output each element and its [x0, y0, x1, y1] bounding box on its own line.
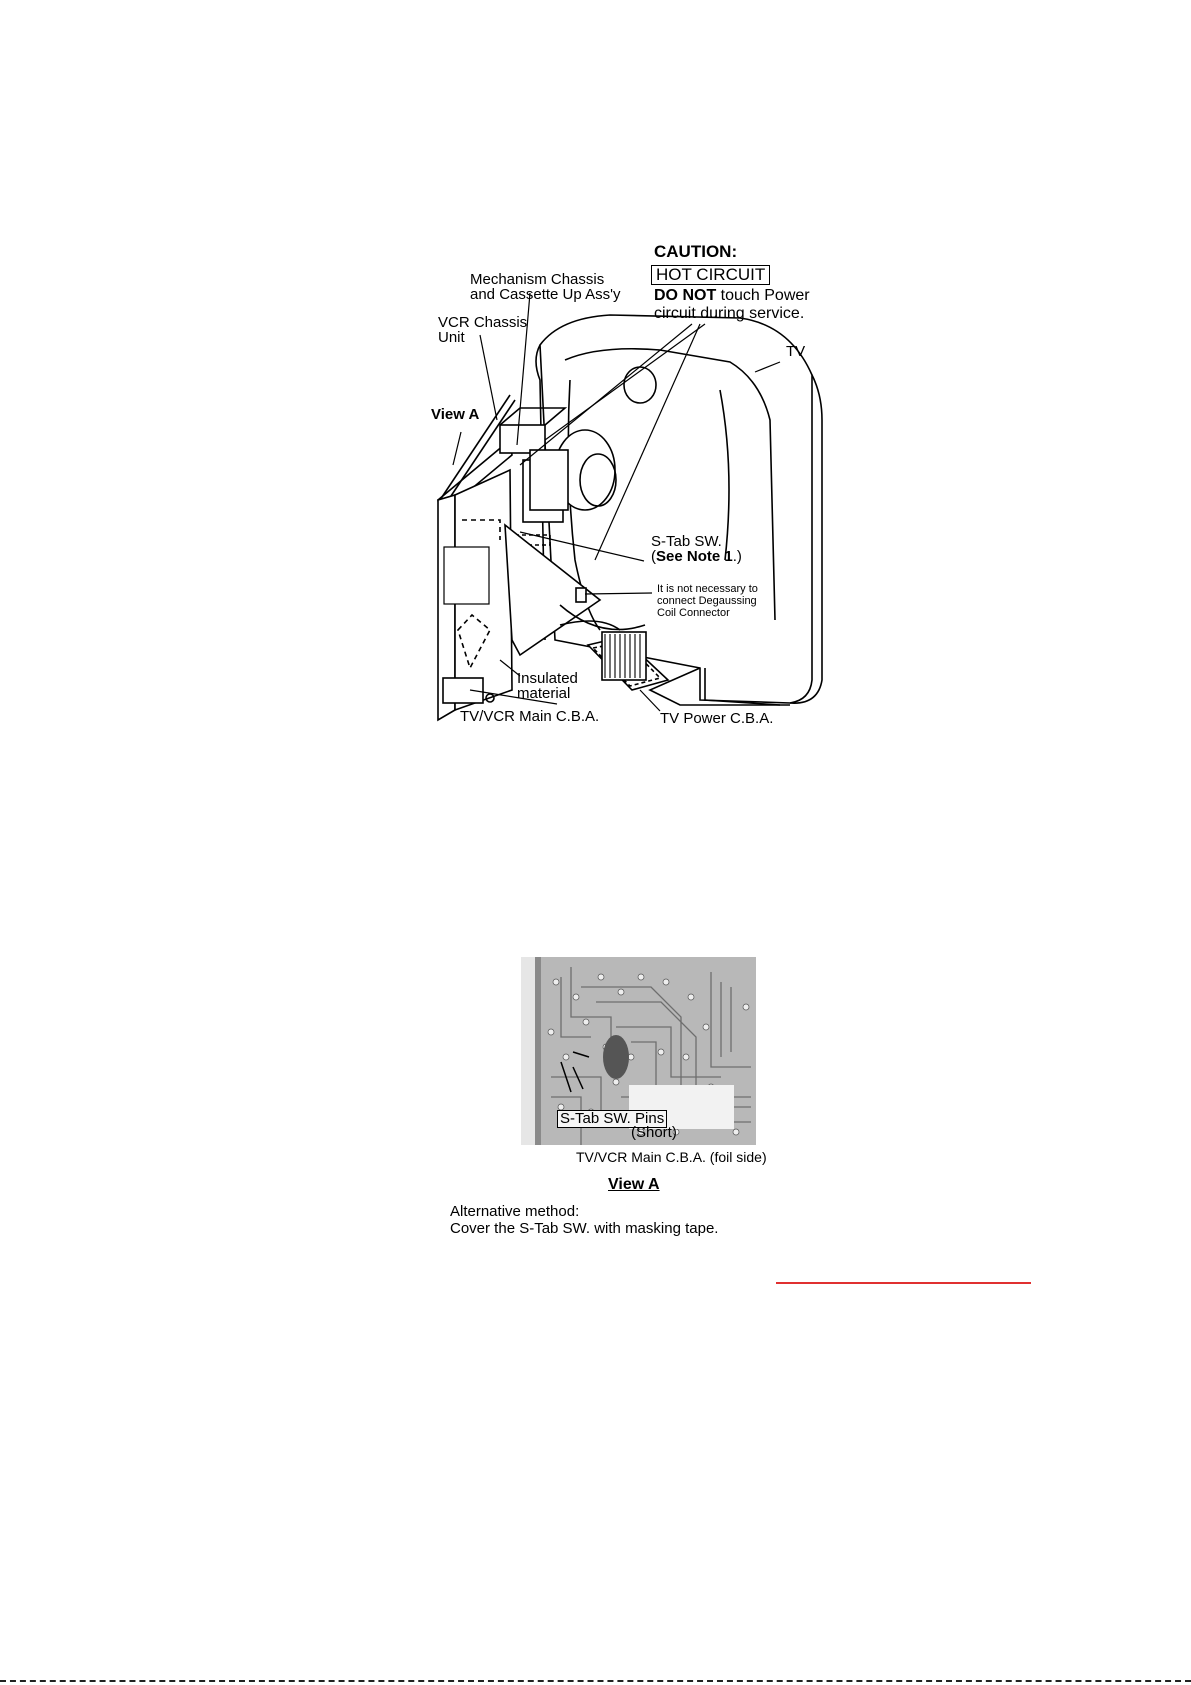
- touch-power-text: touch Power: [716, 287, 810, 304]
- view-a-heading: View A: [608, 1176, 660, 1193]
- service-line: circuit during service.: [654, 305, 805, 322]
- caution-title: CAUTION:: [654, 242, 738, 261]
- stab-label-line2: [651, 549, 742, 565]
- view-a-callout: View A: [431, 406, 480, 423]
- red-rule: [776, 1282, 1031, 1284]
- degaussing-connector-drawing: [576, 588, 586, 602]
- insulated-label-line1: Insulated: [517, 670, 578, 687]
- alternative-method-label: Alternative method:: [450, 1203, 580, 1220]
- vcr-chassis-label-line1: VCR Chassis: [438, 314, 528, 331]
- stab-pins-label: S-Tab SW. Pins: [557, 1110, 667, 1128]
- masking-tape-instruction: Cover the S-Tab SW. with masking tape.: [450, 1220, 719, 1237]
- stab-pins-short: (Short): [631, 1124, 677, 1141]
- do-not-emphasis: DO NOT: [654, 287, 717, 304]
- pcb-foil-side-photo: [521, 957, 756, 1145]
- main-cba-label: TV/VCR Main C.B.A.: [460, 708, 600, 725]
- mechanism-label-line2: and Cassette Up Ass'y: [470, 286, 621, 303]
- stab-note-close: .): [732, 548, 742, 565]
- stab-note-ref: See Note 1: [656, 548, 733, 565]
- page-bottom-dashed-border: [0, 1680, 1191, 1682]
- stab-label-line1: S-Tab SW.: [651, 533, 722, 550]
- hot-circuit-label: HOT CIRCUIT: [651, 265, 770, 285]
- degauss-note-line1: It is not necessary to: [657, 583, 758, 595]
- vcr-chassis-label-line2: Unit: [438, 329, 465, 346]
- foil-side-caption: TV/VCR Main C.B.A. (foil side): [576, 1149, 767, 1165]
- degauss-note-line3: Coil Connector: [657, 607, 730, 619]
- tv-label: TV: [786, 343, 806, 360]
- insulated-label-line2: material: [517, 685, 571, 702]
- power-cba-label: TV Power C.B.A.: [660, 710, 774, 727]
- degauss-note-line2: connect Degaussing: [657, 595, 757, 607]
- stab-note-open: (: [651, 548, 656, 565]
- do-not-touch-line: [654, 288, 810, 304]
- mechanism-label-line1: Mechanism Chassis: [470, 271, 605, 288]
